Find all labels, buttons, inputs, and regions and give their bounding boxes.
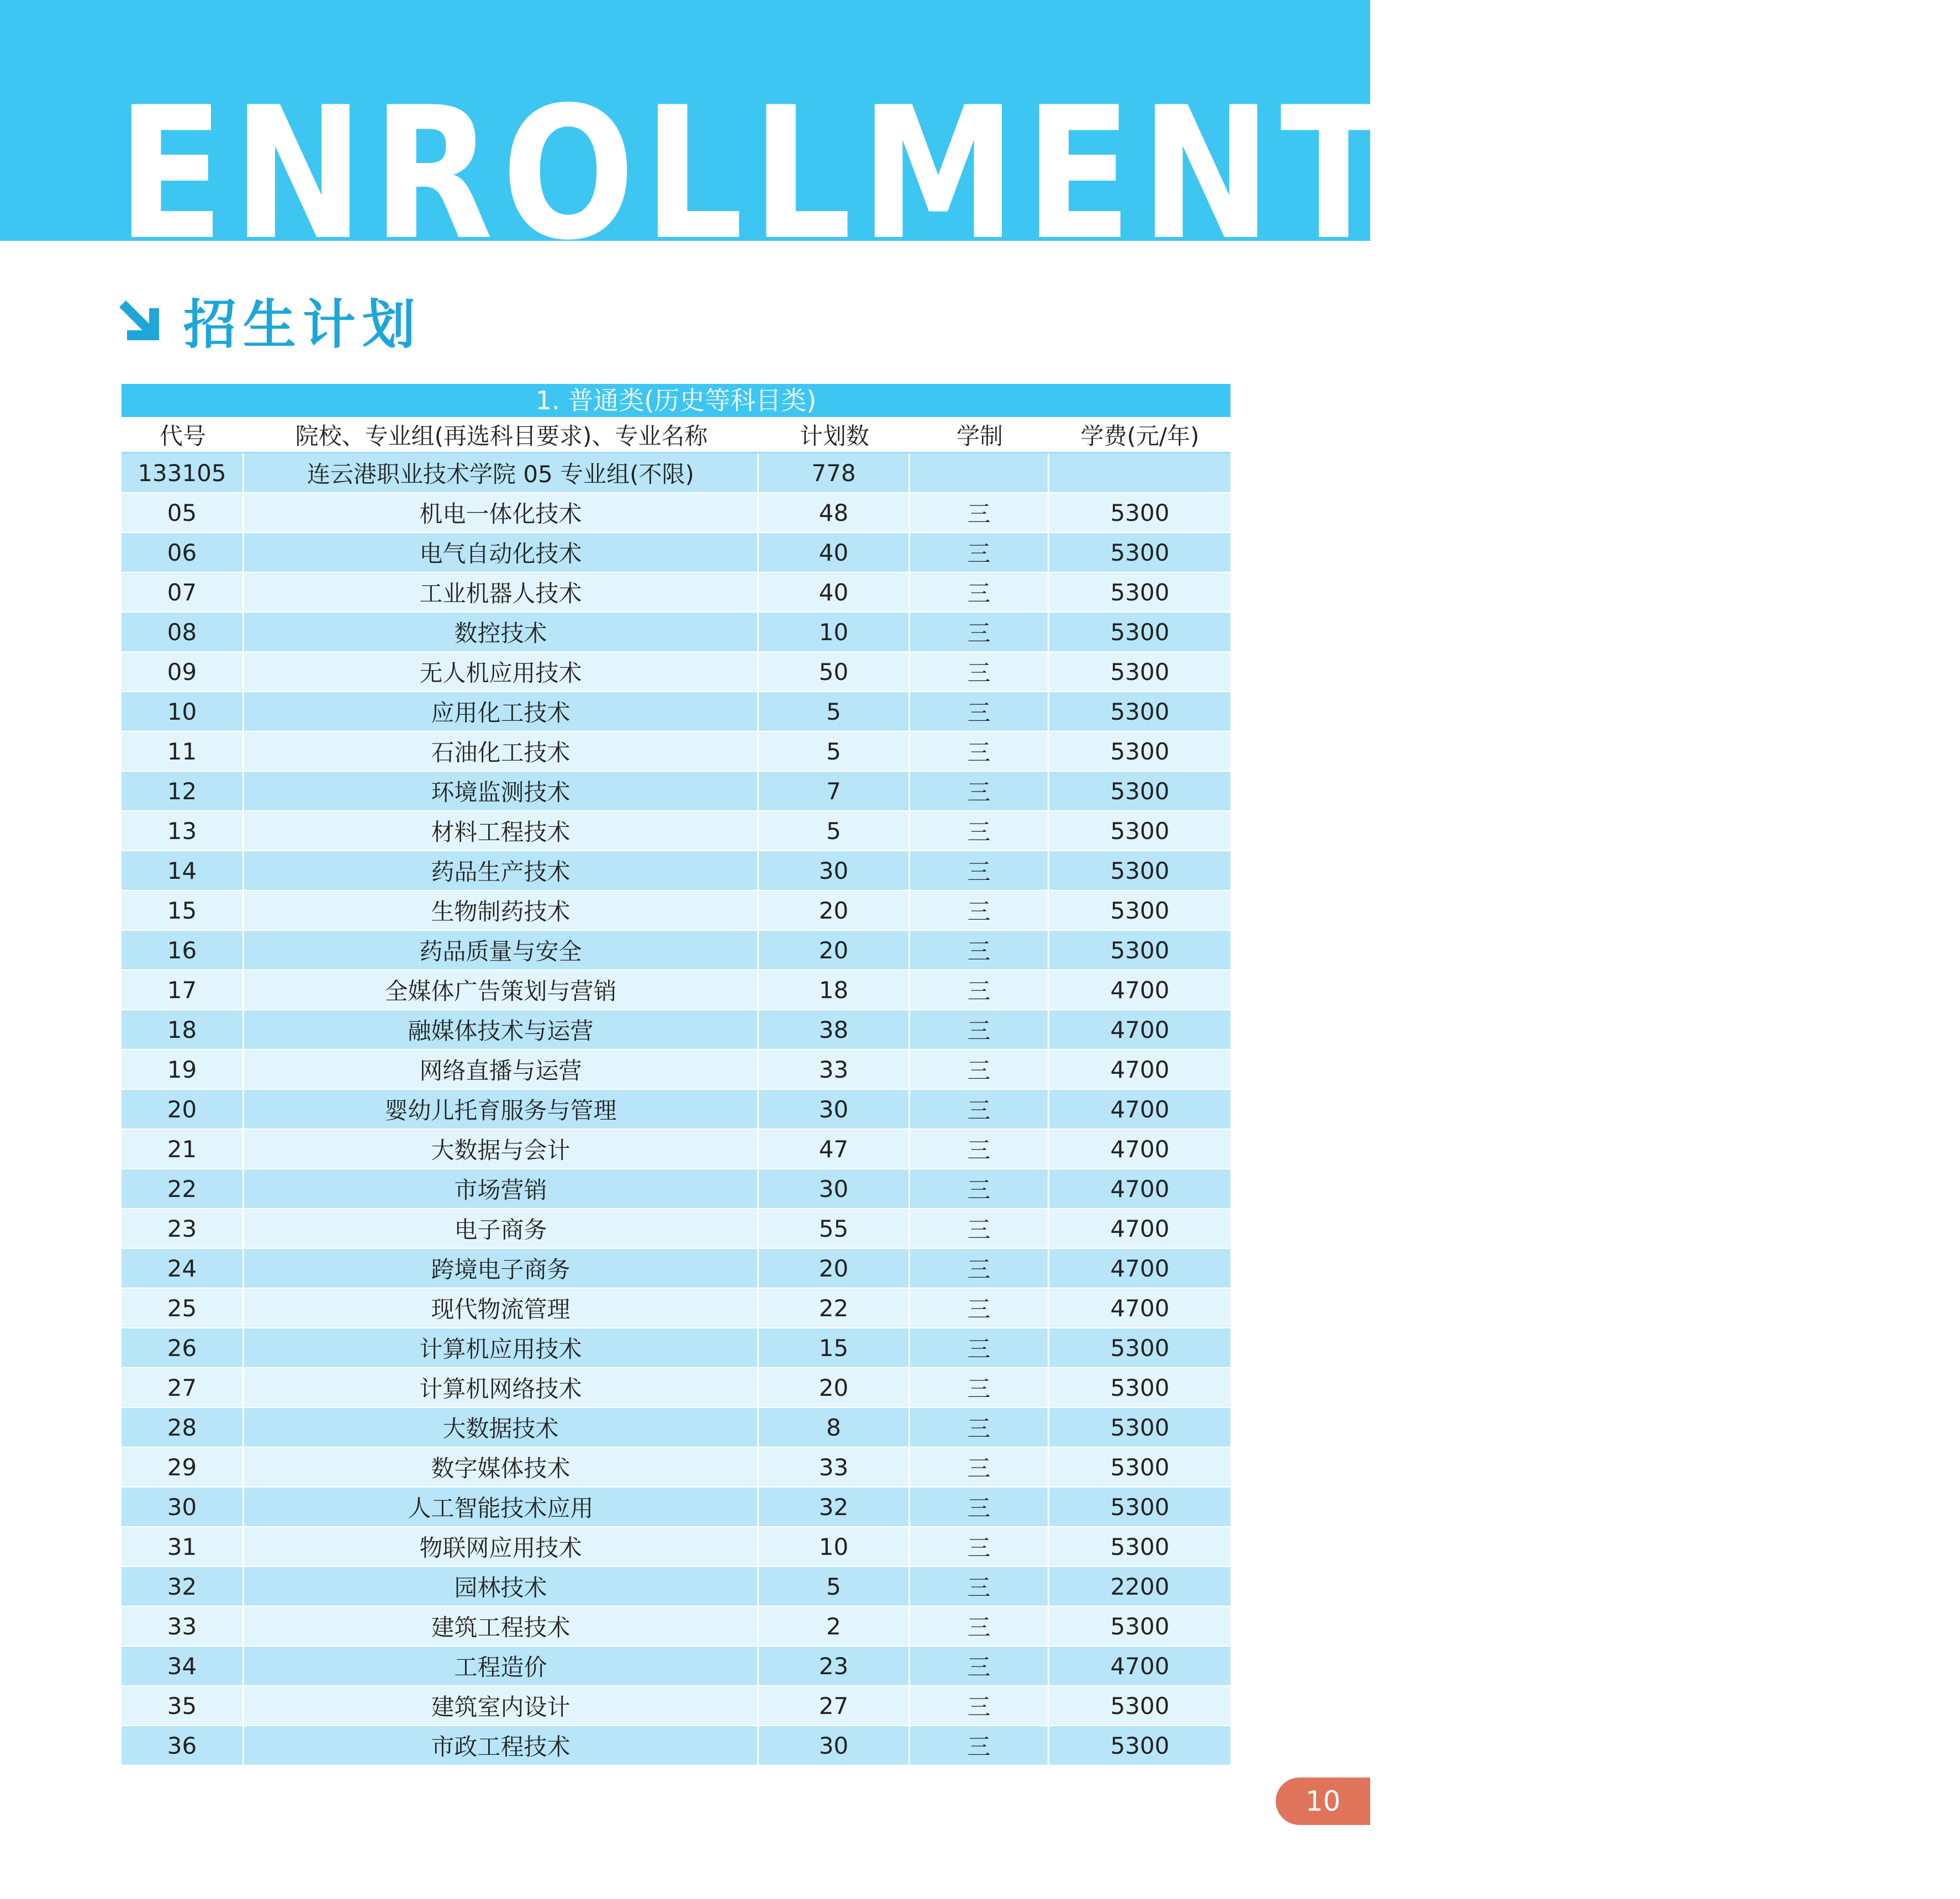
table-row: [121, 1010, 1230, 1050]
cell-years: 三: [910, 1249, 1049, 1288]
cell-code: 24: [121, 1249, 244, 1288]
cell-years: 三: [910, 573, 1049, 611]
cell-code: 14: [121, 851, 244, 890]
cell-fee: 5300: [1110, 1612, 1170, 1640]
cell-code: 06: [121, 533, 244, 572]
cell-name: 数字媒体技术: [244, 1448, 759, 1486]
cell-name: 建筑室内设计: [244, 1686, 759, 1725]
cell-fee: 5300: [1110, 618, 1170, 646]
column-header-code: 代号: [159, 422, 206, 450]
table-header-row: [121, 417, 1230, 453]
cell-plan: 20: [759, 891, 910, 930]
cell-name: 网络直播与运营: [244, 1050, 759, 1089]
table-row: [121, 891, 1230, 931]
cell-fee: 5300: [1110, 698, 1170, 725]
cell-plan: 20: [759, 931, 910, 969]
cell-fee: 5300: [1110, 499, 1170, 526]
header-banner: [0, 0, 1960, 280]
cell-code: 13: [121, 811, 244, 850]
cell-name: 大数据与会计: [244, 1130, 759, 1168]
table-row: [121, 970, 1230, 1010]
cell-code: 29: [121, 1448, 244, 1486]
cell-name: 市场营销: [244, 1169, 759, 1208]
cell-fee: 5300: [1110, 1453, 1170, 1481]
page-number: 10: [1276, 1777, 1370, 1825]
cell-code: 22: [121, 1169, 244, 1208]
cell-name: 计算机网络技术: [244, 1368, 759, 1407]
section-title: 招生计划: [183, 293, 422, 356]
cell-name: 现代物流管理: [244, 1289, 759, 1327]
cell-years: 三: [910, 1010, 1049, 1049]
table-row: [121, 453, 1230, 493]
cell-plan: 5: [759, 732, 910, 771]
cell-name: 连云港职业技术学院 05 专业组(不限): [244, 453, 759, 492]
table-row: [121, 1686, 1230, 1726]
cell-years: 三: [910, 1487, 1049, 1526]
cell-name: 药品质量与安全: [244, 931, 759, 969]
table-row: [121, 811, 1230, 851]
cell-plan: 40: [759, 533, 910, 572]
cell-code: 23: [121, 1209, 244, 1248]
banner-title: ENROLLMENT PLAN: [117, 68, 1960, 280]
table-row: [121, 1647, 1230, 1686]
cell-fee: 5300: [1110, 896, 1170, 924]
cell-plan: 2: [759, 1607, 910, 1645]
cell-fee: 5300: [1110, 1413, 1170, 1441]
cell-years: 三: [910, 1328, 1049, 1367]
cell-years: 三: [910, 811, 1049, 850]
cell-fee: 5300: [1110, 1692, 1170, 1719]
cell-code: 27: [121, 1368, 244, 1407]
cell-code: 19: [121, 1050, 244, 1089]
cell-name: 应用化工技术: [244, 692, 759, 731]
table-row: [121, 1368, 1230, 1408]
cell-years: 三: [910, 533, 1049, 572]
cell-fee: 4700: [1110, 1056, 1170, 1083]
cell-name: 生物制药技术: [244, 891, 759, 930]
cell-years: 三: [910, 970, 1049, 1009]
cell-years: [910, 453, 1049, 492]
cell-fee: 5300: [1110, 936, 1170, 964]
cell-name: 市政工程技术: [244, 1726, 759, 1765]
cell-years: 三: [910, 1726, 1049, 1765]
cell-plan: 20: [759, 1249, 910, 1288]
cell-fee: 4700: [1110, 976, 1170, 1004]
cell-fee: 4700: [1110, 1135, 1170, 1163]
cell-name: 物联网应用技术: [244, 1527, 759, 1566]
cell-years: 三: [910, 931, 1049, 969]
cell-code: 35: [121, 1686, 244, 1725]
table-row: [121, 1448, 1230, 1487]
cell-plan: 33: [759, 1050, 910, 1089]
table-row: [121, 493, 1230, 533]
table-row: [121, 652, 1230, 692]
cell-plan: 27: [759, 1686, 910, 1725]
cell-plan: 20: [759, 1368, 910, 1407]
cell-code: 11: [121, 732, 244, 771]
cell-plan: 30: [759, 1169, 910, 1208]
cell-fee: 4700: [1110, 1215, 1170, 1242]
cell-code: 21: [121, 1130, 244, 1168]
cell-code: 36: [121, 1726, 244, 1765]
cell-name: 机电一体化技术: [244, 493, 759, 532]
cell-fee: 5300: [1110, 539, 1170, 566]
cell-fee: 4700: [1110, 1652, 1170, 1680]
cell-code: 17: [121, 970, 244, 1009]
cell-name: 数控技术: [244, 613, 759, 651]
column-header-years: 学制: [956, 422, 1003, 450]
cell-years: 三: [910, 1607, 1049, 1645]
cell-name: 无人机应用技术: [244, 652, 759, 691]
cell-fee: 5300: [1110, 1493, 1170, 1521]
cell-years: 三: [910, 1408, 1049, 1447]
table-row: [121, 1408, 1230, 1448]
cell-years: 三: [910, 493, 1049, 532]
cell-code: 20: [121, 1090, 244, 1128]
cell-fee: [1049, 453, 1230, 492]
cell-fee: 4700: [1110, 1095, 1170, 1123]
cell-code: 34: [121, 1647, 244, 1685]
table-row: [121, 1487, 1230, 1527]
arrow-down-right-icon: [116, 297, 162, 344]
cell-name: 大数据技术: [244, 1408, 759, 1447]
table-row: [121, 533, 1230, 573]
cell-plan: 10: [759, 1527, 910, 1566]
cell-fee: 5300: [1110, 1732, 1170, 1759]
cell-plan: 15: [759, 1328, 910, 1367]
cell-name: 工程造价: [244, 1647, 759, 1685]
cell-years: 三: [910, 613, 1049, 651]
cell-fee: 5300: [1110, 1334, 1170, 1362]
cell-fee: 4700: [1110, 1175, 1170, 1202]
cell-fee: 5300: [1110, 1533, 1170, 1560]
cell-code: 16: [121, 931, 244, 969]
cell-plan: 18: [759, 970, 910, 1009]
cell-years: 三: [910, 1289, 1049, 1327]
cell-years: 三: [910, 1647, 1049, 1685]
cell-plan: 38: [759, 1010, 910, 1049]
cell-fee: 5300: [1110, 737, 1170, 765]
cell-plan: 55: [759, 1209, 910, 1248]
cell-fee: 5300: [1110, 777, 1170, 805]
cell-plan: 5: [759, 1567, 910, 1606]
cell-code: 25: [121, 1289, 244, 1327]
cell-code: 18: [121, 1010, 244, 1049]
table-row: [121, 851, 1230, 891]
cell-years: 三: [910, 1130, 1049, 1168]
cell-name: 石油化工技术: [244, 732, 759, 771]
cell-plan: 5: [759, 692, 910, 731]
cell-years: 三: [910, 1050, 1049, 1089]
cell-code: 07: [121, 573, 244, 611]
cell-plan: 23: [759, 1647, 910, 1685]
table-row: [121, 1726, 1230, 1766]
enrollment-table: [121, 384, 1230, 1766]
cell-name: 人工智能技术应用: [244, 1487, 759, 1526]
table-row: [121, 1050, 1230, 1090]
table-row: [121, 1169, 1230, 1209]
cell-fee: 5300: [1110, 817, 1170, 845]
cell-plan: 40: [759, 573, 910, 611]
cell-years: 三: [910, 891, 1049, 930]
cell-name: 电气自动化技术: [244, 533, 759, 572]
cell-plan: 33: [759, 1448, 910, 1486]
cell-code: 09: [121, 652, 244, 691]
cell-name: 工业机器人技术: [244, 573, 759, 611]
cell-plan: 32: [759, 1487, 910, 1526]
cell-fee: 5300: [1110, 578, 1170, 606]
cell-name: 电子商务: [244, 1209, 759, 1248]
table-body: [121, 453, 1230, 1766]
cell-code: 133105: [121, 453, 244, 492]
cell-years: 三: [910, 1527, 1049, 1566]
cell-fee: 4700: [1110, 1016, 1170, 1043]
cell-name: 融媒体技术与运营: [244, 1010, 759, 1049]
column-header-fee: 学费(元/年): [1080, 422, 1200, 450]
cell-plan: 22: [759, 1289, 910, 1327]
table-row: [121, 573, 1230, 613]
table-row: [121, 1527, 1230, 1567]
cell-fee: 5300: [1110, 857, 1170, 884]
cell-code: 10: [121, 692, 244, 731]
cell-fee: 5300: [1110, 1374, 1170, 1401]
cell-years: 三: [910, 732, 1049, 771]
table-row: [121, 732, 1230, 772]
table-row: [121, 1607, 1230, 1647]
cell-years: 三: [910, 1209, 1049, 1248]
cell-code: 31: [121, 1527, 244, 1566]
cell-plan: 778: [759, 453, 910, 492]
cell-plan: 10: [759, 613, 910, 651]
cell-plan: 30: [759, 1726, 910, 1765]
cell-code: 32: [121, 1567, 244, 1606]
cell-years: 三: [910, 1567, 1049, 1606]
cell-code: 33: [121, 1607, 244, 1645]
cell-plan: 30: [759, 851, 910, 890]
cell-name: 园林技术: [244, 1567, 759, 1606]
cell-plan: 5: [759, 811, 910, 850]
table-row: [121, 931, 1230, 970]
cell-years: 三: [910, 692, 1049, 731]
cell-name: 药品生产技术: [244, 851, 759, 890]
cell-code: 05: [121, 493, 244, 532]
cell-plan: 47: [759, 1130, 910, 1168]
cell-name: 环境监测技术: [244, 772, 759, 810]
table-row: [121, 1209, 1230, 1249]
cell-code: 26: [121, 1328, 244, 1367]
cell-name: 婴幼儿托育服务与管理: [244, 1090, 759, 1128]
cell-years: 三: [910, 1090, 1049, 1128]
cell-years: 三: [910, 1169, 1049, 1208]
column-header-name: 院校、专业组(再选科目要求)、专业名称: [295, 422, 708, 450]
cell-plan: 30: [759, 1090, 910, 1128]
table-row: [121, 613, 1230, 652]
cell-name: 全媒体广告策划与营销: [244, 970, 759, 1009]
cell-years: 三: [910, 1448, 1049, 1486]
cell-name: 跨境电子商务: [244, 1249, 759, 1288]
table-row: [121, 1249, 1230, 1289]
cell-plan: 8: [759, 1408, 910, 1447]
table-row: [121, 1328, 1230, 1368]
cell-code: 12: [121, 772, 244, 810]
cell-plan: 50: [759, 652, 910, 691]
cell-name: 建筑工程技术: [244, 1607, 759, 1645]
cell-name: 材料工程技术: [244, 811, 759, 850]
cell-fee: 4700: [1110, 1254, 1170, 1282]
table-row: [121, 1130, 1230, 1169]
cell-years: 三: [910, 851, 1049, 890]
table-row: [121, 1567, 1230, 1607]
cell-code: 28: [121, 1408, 244, 1447]
cell-years: 三: [910, 1368, 1049, 1407]
table-row: [121, 1090, 1230, 1130]
table-group-caption: 1. 普通类(历史等科目类): [121, 384, 1230, 417]
section-heading: [116, 287, 422, 354]
cell-years: 三: [910, 652, 1049, 691]
cell-fee: 2200: [1110, 1573, 1170, 1600]
cell-fee: 4700: [1110, 1294, 1170, 1322]
cell-name: 计算机应用技术: [244, 1328, 759, 1367]
cell-code: 15: [121, 891, 244, 930]
cell-code: 30: [121, 1487, 244, 1526]
column-header-plan: 计划数: [799, 422, 869, 450]
cell-code: 08: [121, 613, 244, 651]
table-row: [121, 772, 1230, 811]
cell-years: 三: [910, 772, 1049, 810]
table-row: [121, 692, 1230, 732]
cell-years: 三: [910, 1686, 1049, 1725]
cell-plan: 7: [759, 772, 910, 810]
cell-fee: 5300: [1110, 658, 1170, 685]
table-row: [121, 1289, 1230, 1328]
cell-plan: 48: [759, 493, 910, 532]
